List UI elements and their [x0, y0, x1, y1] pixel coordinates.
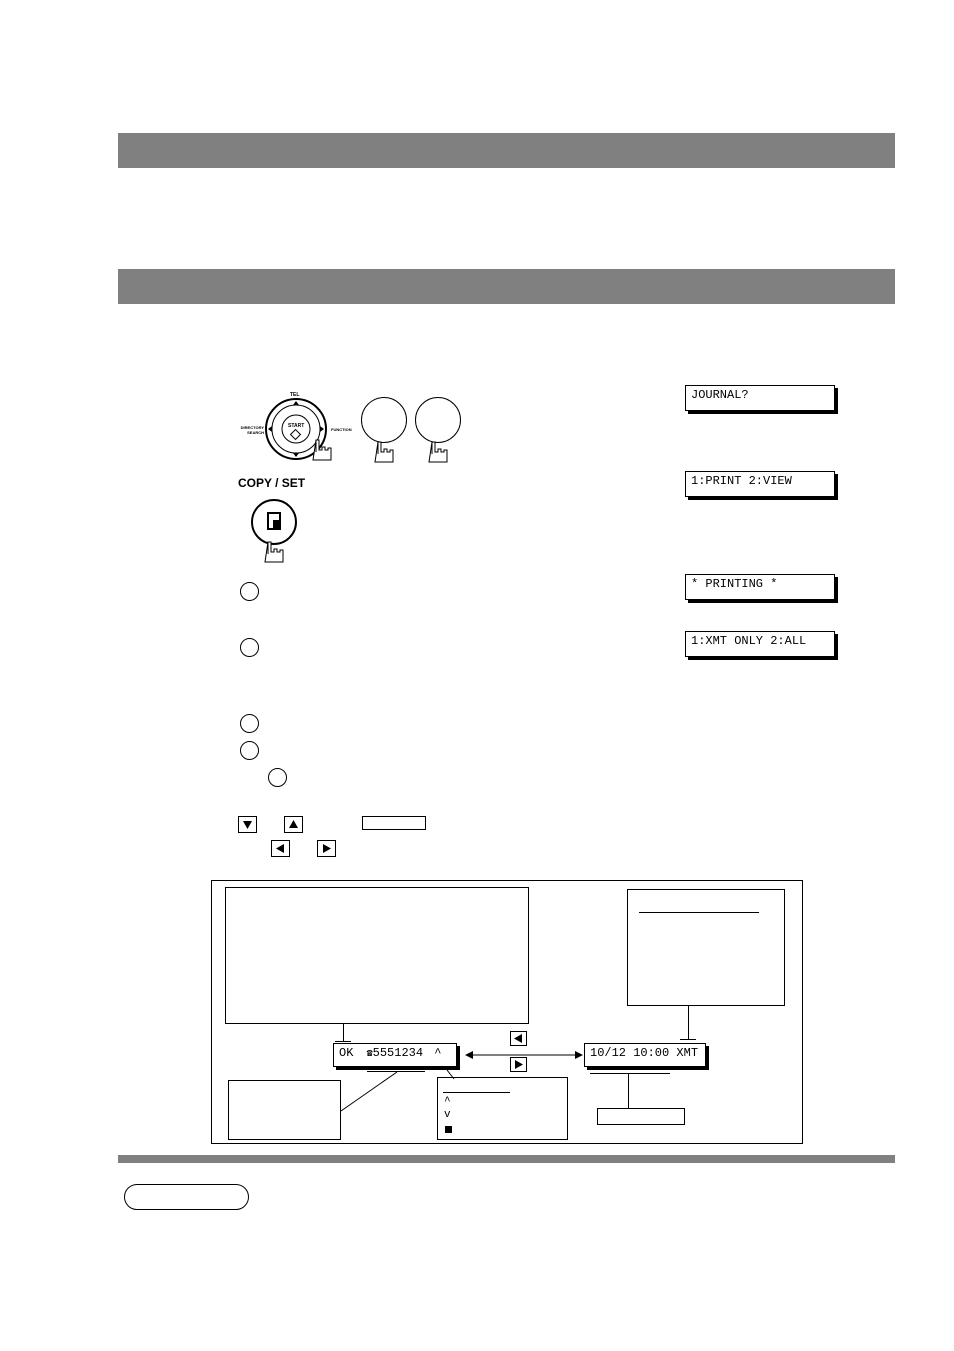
section-footer-bar — [118, 1155, 895, 1163]
legend-up-symbol: ^ — [444, 1096, 451, 1108]
up-key[interactable] — [284, 816, 303, 833]
lcd-printing: * PRINTING * — [685, 574, 835, 600]
function-label: FUNCTION — [331, 427, 352, 432]
section-header-bar-1 — [118, 133, 895, 168]
view-number: 5551234 — [372, 1046, 424, 1060]
down-key[interactable] — [238, 816, 257, 833]
step-key-4[interactable] — [240, 741, 259, 760]
legend-rule — [443, 1092, 510, 1093]
lcd-print-view: 1:PRINT 2:VIEW — [685, 471, 835, 497]
view-status: OK — [339, 1046, 354, 1060]
double-arrow — [465, 1048, 583, 1060]
up-arrow-icon — [285, 817, 302, 832]
lcd-view-number — [333, 1043, 457, 1067]
legend-down-symbol: v — [444, 1109, 451, 1121]
section-header-bar-2 — [118, 269, 895, 304]
step-key-1[interactable] — [240, 582, 259, 601]
pressing-hand-icon — [372, 440, 396, 466]
step-key-5[interactable] — [268, 768, 287, 787]
copy-icon — [253, 501, 295, 543]
lower-right-label-box — [597, 1108, 685, 1125]
underline — [590, 1073, 670, 1074]
pointer-line — [340, 1071, 400, 1113]
round-key-1[interactable] — [361, 397, 407, 443]
note-label-pill — [124, 1184, 249, 1210]
connector — [688, 1006, 689, 1040]
round-key-2[interactable] — [415, 397, 461, 443]
copy-set-key[interactable] — [251, 499, 297, 545]
tel-key-label: TEL — [290, 392, 300, 398]
pressing-hand-icon — [426, 440, 450, 466]
blank-key[interactable] — [362, 816, 426, 830]
left-info-box — [225, 887, 529, 1024]
step-key-2[interactable] — [240, 638, 259, 657]
left-key[interactable] — [510, 1031, 527, 1046]
directory-search-label: DIRECTORY SEARCH — [240, 425, 264, 435]
pressing-hand-icon — [262, 540, 286, 566]
legend-square-icon — [445, 1126, 452, 1133]
connector — [335, 1041, 351, 1042]
lcd-view-datetime: 10/12 10:00 XMT — [584, 1043, 706, 1067]
right-arrow-icon — [318, 841, 335, 856]
connector — [628, 1073, 629, 1109]
right-info-box — [627, 889, 785, 1006]
left-arrow-icon — [272, 841, 289, 856]
connector — [343, 1024, 344, 1042]
pressing-hand-icon — [310, 438, 334, 464]
step-key-3[interactable] — [240, 714, 259, 733]
connector — [680, 1039, 696, 1040]
view-caret: ^ — [434, 1046, 442, 1060]
copy-set-label: COPY / SET — [238, 476, 306, 490]
lcd-journal: JOURNAL? — [685, 385, 835, 411]
phone-icon: ☎ — [366, 1049, 373, 1060]
right-key[interactable] — [317, 840, 336, 857]
start-key-label: START — [288, 423, 305, 429]
down-arrow-icon — [239, 817, 256, 832]
lower-left-info-box — [228, 1080, 341, 1140]
legend-pointer — [446, 1067, 456, 1078]
left-key[interactable] — [271, 840, 290, 857]
legend-box — [437, 1077, 568, 1140]
left-arrow-icon — [511, 1032, 526, 1045]
lcd-xmt-all: 1:XMT ONLY 2:ALL — [685, 631, 835, 657]
right-info-rule — [639, 912, 759, 913]
